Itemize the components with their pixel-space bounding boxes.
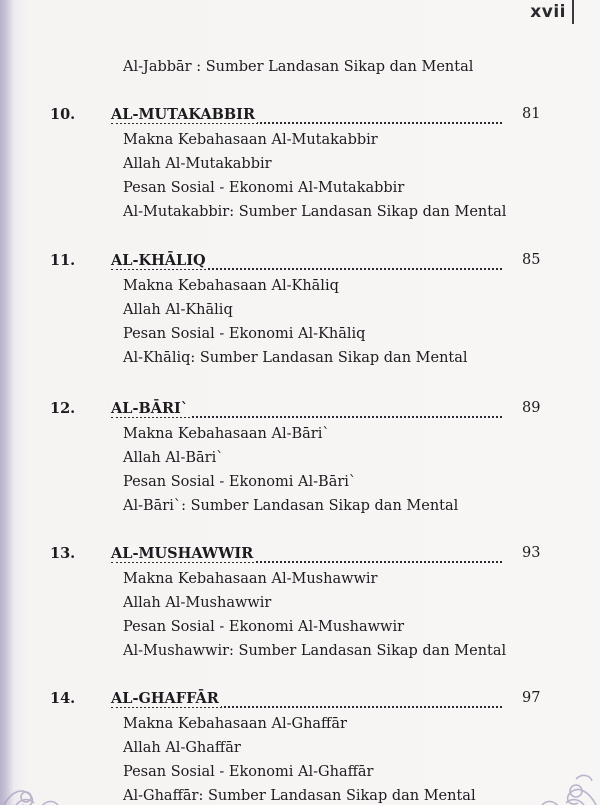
subitem: Pesan Sosial - Ekonomi Al-Mushawwir: [123, 619, 405, 635]
entry-page: 97: [522, 690, 541, 706]
floral-ornament-icon: [0, 751, 70, 805]
page-number: xvii: [530, 2, 566, 22]
subitem: Allah Al-Mutakabbir: [123, 156, 272, 172]
entry-number: 11.: [50, 252, 76, 269]
subitem: Pesan Sosial - Ekonomi Al-Ghaffār: [123, 764, 374, 780]
entry-number: 10.: [50, 106, 76, 123]
entry-subitems: [123, 422, 458, 518]
subitem: Allah Al-Khāliq: [123, 302, 233, 318]
entry-title: AL-BĀRI`: [111, 400, 189, 417]
floral-ornament-icon: [530, 751, 600, 805]
gutter-shadow: [0, 0, 14, 805]
continued-line: Al-Jabbār : Sumber Landasan Sikap dan Mental: [123, 59, 474, 75]
subitem: Makna Kebahasaan Al-Bāri`: [123, 426, 330, 442]
subitem: Allah Al-Bāri`: [123, 450, 224, 466]
entry-number: 13.: [50, 545, 76, 562]
entry-page: 89: [522, 400, 541, 416]
subitem: Al-Khāliq: Sumber Landasan Sikap dan Mental: [123, 350, 468, 366]
entry-page: 85: [522, 252, 541, 268]
subitem: Al-Mutakabbir: Sumber Landasan Sikap dan Mental: [123, 204, 507, 220]
entry-subitems: [123, 128, 506, 224]
entry-page: 81: [522, 106, 541, 122]
subitem: Pesan Sosial - Ekonomi Al-Mutakabbir: [123, 180, 405, 196]
entry-title: AL-MUSHAWWIR: [111, 545, 254, 562]
subitem: Al-Mushawwir: Sumber Landasan Sikap dan Mental: [123, 643, 507, 659]
subitem: Pesan Sosial - Ekonomi Al-Khāliq: [123, 326, 366, 342]
entry-title: AL-KHĀLIQ: [111, 252, 206, 269]
subitem: Makna Kebahasaan Al-Ghaffār: [123, 716, 347, 732]
subitem: Allah Al-Ghaffār: [123, 740, 241, 756]
header-rule: [572, 0, 574, 24]
subitem: Makna Kebahasaan Al-Khāliq: [123, 278, 339, 294]
entry-subitems: [123, 567, 506, 663]
entry-number: 12.: [50, 400, 76, 417]
entry-page: 93: [522, 545, 541, 561]
subitem: Al-Bāri`: Sumber Landasan Sikap dan Mental: [123, 498, 459, 514]
subitem: Pesan Sosial - Ekonomi Al-Bāri`: [123, 474, 357, 490]
entry-title: AL-MUTAKABBIR: [111, 106, 256, 123]
subitem: Makna Kebahasaan Al-Mutakabbir: [123, 132, 378, 148]
subitem: Al-Ghaffār: Sumber Landasan Sikap dan Mental: [123, 788, 476, 804]
entry-subitems: [123, 712, 476, 805]
subitem: Makna Kebahasaan Al-Mushawwir: [123, 571, 378, 587]
entry-subitems: [123, 274, 468, 370]
subitem: Allah Al-Mushawwir: [123, 595, 272, 611]
entry-title: AL-GHAFFĀR: [111, 690, 219, 707]
entry-number: 14.: [50, 690, 76, 707]
